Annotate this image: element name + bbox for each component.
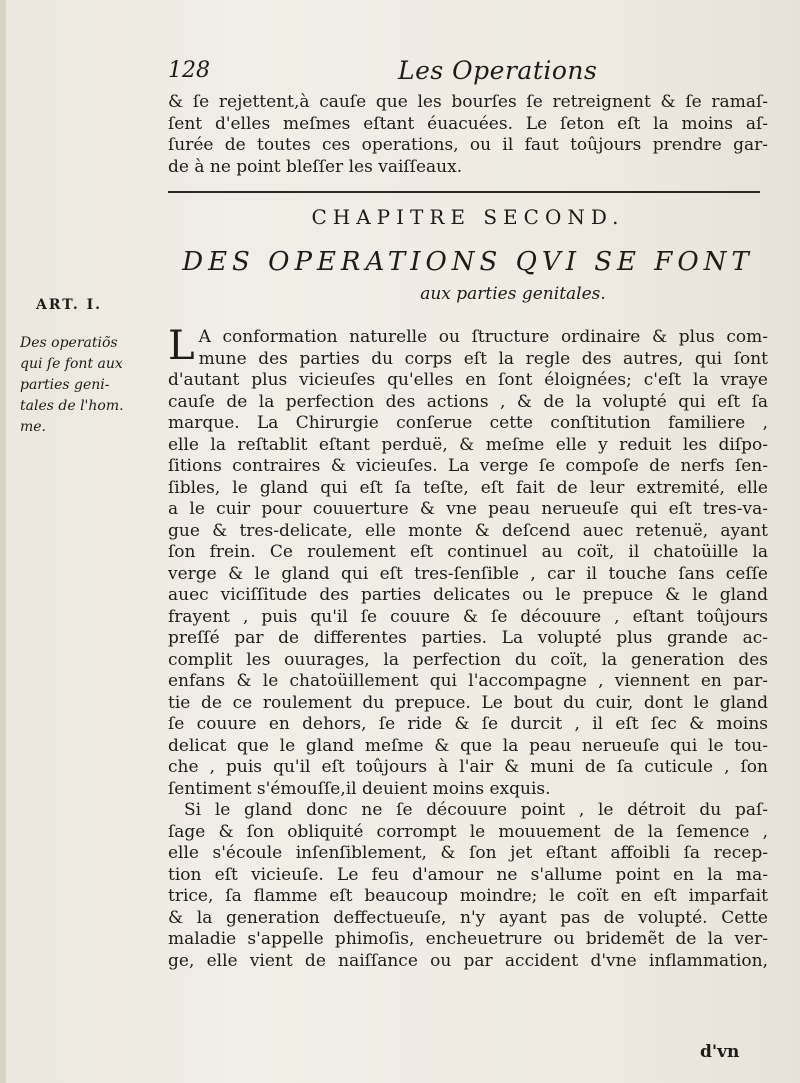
text-line: Si le gland donc ne ſe découure point , le détroit du paſ- — [184, 800, 768, 820]
page-header — [168, 56, 768, 90]
margin-note — [20, 333, 160, 438]
text-line: frayent , puis qu'il ſe couure & ſe découure , eſtant toûjours — [168, 606, 768, 627]
text-line: mune des parties du corps eſt la regle des autres, qui ſont — [198, 348, 768, 369]
text-line: ſon frein. Ce roulement eſt continuel au coït, il chatoüille la — [168, 542, 768, 562]
text-line: a le cuir pour couuerture & vne peau nerueuſe qui eſt tres-va- — [168, 499, 768, 519]
text-line: elle s'écoule inſenſiblement, & ſon jet eſtant affoibli ſa recep- — [168, 843, 768, 863]
text-line: tion eſt vicieuſe. Le feu d'amour ne s'allume point en la ma- — [168, 864, 768, 885]
text-line: maladie s'appelle phimoſis, encheuetrure ou bridemẽt de la ver- — [168, 929, 768, 949]
text-line: verge & le gland qui eſt tres-ſenſible , car il touche ſans ceſſe — [168, 563, 768, 584]
text-line: de à ne point bleſſer les vaiſſeaux. — [168, 156, 463, 177]
text-line: ſurée de toutes ces operations, ou il faut toûjours prendre gar- — [168, 135, 768, 155]
text-line: ſage & ſon obliquité corrompt le mouuement de la ſemence , — [168, 821, 768, 842]
text-line: ſentiment s'émouſſe,il deuient moins exquis. — [168, 778, 551, 799]
text-line: ſent d'elles meſmes eſtant éuacuées. Le ſeton eſt la moins aſ- — [168, 113, 768, 134]
margin-note-line: me. — [20, 419, 47, 435]
section-divider — [168, 191, 760, 193]
text-line: delicat que le gland meſme & que la peau nerueuſe qui le tou- — [168, 735, 768, 756]
text-line: ſitions contraires & vicieuſes. La verge ſe compoſe de nerfs ſen- — [168, 456, 768, 476]
text-line: d'autant plus vicieuſes qu'elles en ſont éloignées; c'eſt la vraye — [168, 370, 768, 390]
text-line: gue & tres-delicate, elle monte & deſcend auec retenuë, ayant — [168, 520, 768, 541]
text-line: preſſé par de differentes parties. La volupté plus grande ac- — [168, 628, 768, 648]
margin-note-line: parties geni- — [20, 377, 110, 393]
body-text — [168, 323, 768, 972]
chapter-title: CHAPITRE SECOND. — [311, 205, 625, 229]
text-line: complit les ouurages, la perfection du coït, la generation des — [168, 649, 768, 670]
margin-note-line: Des operatiõs — [20, 335, 118, 351]
margin-note-line: tales de l'hom. — [20, 398, 124, 414]
text-line: auec viciſſitude des parties delicates ou le prepuce & le gland — [168, 585, 768, 605]
margin-article-label: ART. I. — [36, 297, 103, 313]
text-line: enfans & le chatoüillement qui l'accompagne , viennent en par- — [168, 671, 768, 691]
text-line: che , puis qu'il eſt toûjours à l'air & muni de ſa cuticule , ſon — [168, 757, 768, 777]
text-line: elle la reſtablit eſtant perduë, & meſme elle y reduit les diſpo- — [168, 434, 768, 455]
text-line: trice, ſa flamme eſt beaucoup moindre; le coït en eſt imparfait — [168, 886, 768, 906]
text-line: ge, elle vient de naiſſance ou par accident d'vne inflammation, — [168, 950, 768, 971]
page-number: 128 — [168, 58, 210, 83]
section-subheading: aux parties genitales. — [420, 284, 606, 304]
drop-cap: L — [168, 323, 195, 369]
text-line: & la generation deffectueuſe, n'y ayant pas de volupté. Cette — [168, 907, 768, 928]
text-line: tie de ce roulement du prepuce. Le bout du cuir, dont le gland — [168, 692, 768, 713]
text-line: & ſe rejettent,à cauſe que les bourſes ſe retreignent & ſe ramaſ- — [168, 92, 768, 112]
text-line: marque. La Chirurgie conſerue cette conſtitution familiere , — [168, 413, 768, 433]
section-heading: DES OPERATIONS QVI SE FONT — [182, 247, 754, 277]
text-line: cauſe de la perfection des actions , & de la volupté qui eſt ſa — [168, 391, 768, 412]
catchword: d'vn — [700, 1042, 740, 1062]
text-line: ſibles, le gland qui eſt ſa teſte, eſt fait de leur extremité, elle — [168, 477, 768, 498]
continued-paragraph — [168, 92, 768, 178]
text-line: ſe couure en dehors, ſe ride & ſe durcit , il eſt ſec & moins — [168, 714, 768, 734]
page-edge — [0, 0, 6, 1083]
text-line: A conformation naturelle ou ſtructure ordinaire & plus com- — [198, 327, 768, 347]
margin-note-line: qui ſe font aux — [20, 356, 123, 372]
running-title: Les Operations — [398, 56, 598, 85]
